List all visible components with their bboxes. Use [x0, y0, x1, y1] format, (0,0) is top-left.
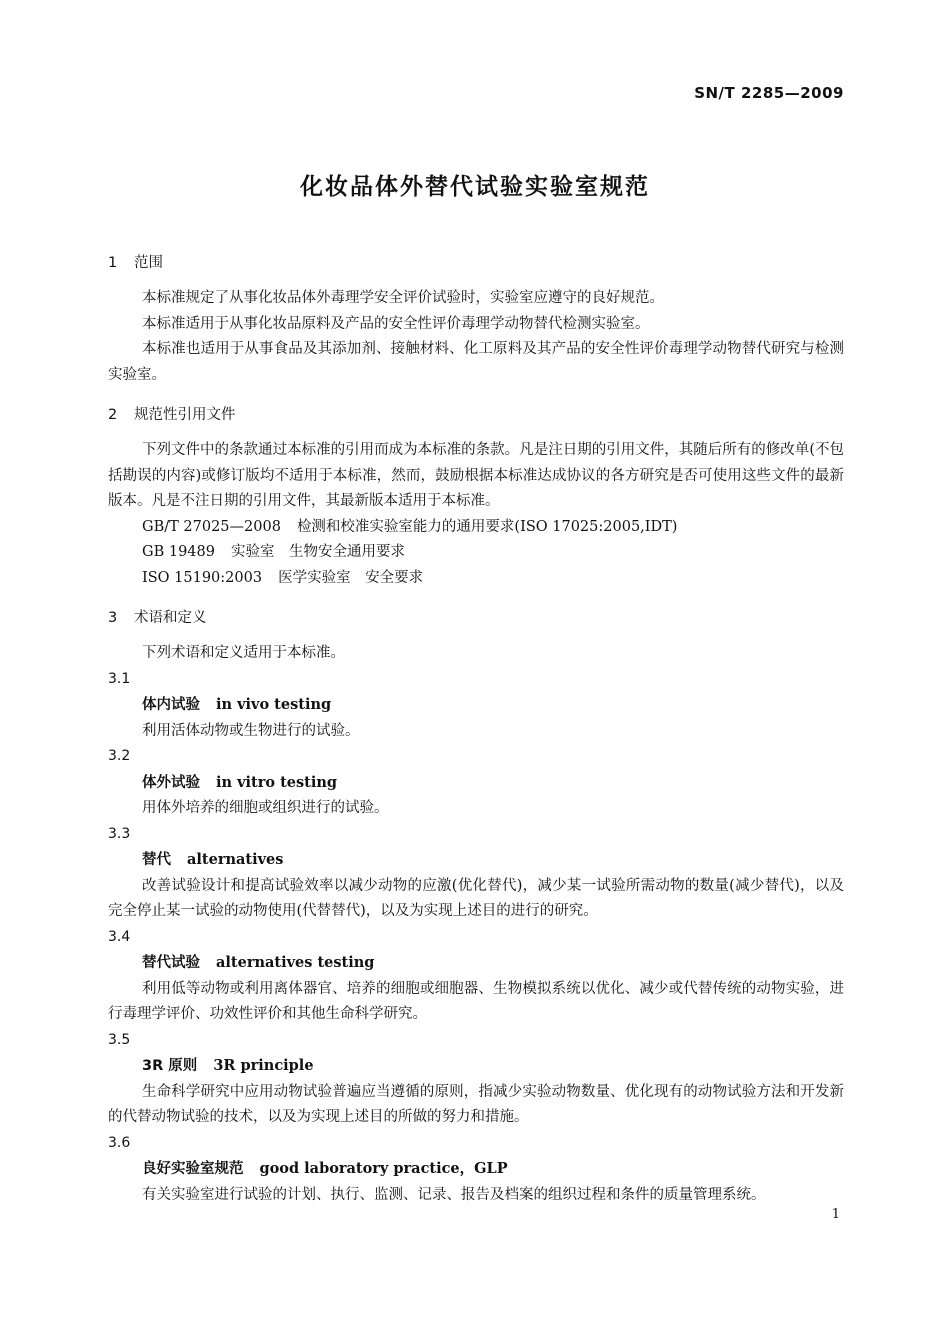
section-heading	[108, 250, 844, 276]
section-title: 规范性引用文件	[134, 407, 236, 423]
term-name-en: good laboratory practice，GLP	[259, 1160, 508, 1177]
standard-code: SN/T 2285—2009	[694, 84, 844, 102]
reference-item	[108, 515, 844, 541]
reference-title: 医学实验室 安全要求	[278, 569, 424, 586]
paragraph: 本标准适用于从事化妆品原料及产品的安全性评价毒理学动物替代检测实验室。	[142, 315, 650, 332]
section-number: 1	[108, 255, 118, 271]
reference-title: 检测和校准实验室能力的通用要求(ISO 17025:2005,IDT)	[296, 518, 678, 535]
term-name-en: alternatives testing	[216, 954, 375, 971]
paragraph: 下列文件中的条款通过本标准的引用而成为本标准的条款。凡是注日期的引用文件，其随后所有的修改单(不包括勘误的内容)或修订版均不适用于本标准，然而，鼓励根据本标准达成协议的各方研究是否可使用这些文件的最新版本。凡是不注日期的引用文件，其最新版本适用于本标准。	[108, 442, 844, 509]
term-name-zh: 替代	[142, 852, 171, 868]
term-name-zh: 体内试验	[142, 697, 200, 713]
term-number: 3.3	[108, 825, 131, 842]
section-number: 3	[108, 610, 118, 626]
term-name-zh: 良好实验室规范	[142, 1161, 244, 1177]
term-name-en: 3R principle	[213, 1057, 314, 1074]
term-name	[108, 692, 844, 719]
term-number: 3.6	[108, 1134, 131, 1151]
page-number: 1	[831, 1207, 840, 1222]
term-name	[108, 770, 844, 797]
term-name-zh: 体外试验	[142, 774, 200, 791]
reference-code: GB 19489	[142, 544, 215, 560]
paragraph: 本标准规定了从事化妆品体外毒理学安全评价试验时，实验室应遵守的良好规范。	[142, 290, 664, 306]
term-name	[108, 950, 844, 977]
reference-title: 实验室 生物安全通用要求	[230, 544, 405, 560]
term-definition: 用体外培养的细胞或组织进行的试验。	[142, 800, 389, 816]
term-definition: 利用活体动物或生物进行的试验。	[142, 722, 360, 739]
reference-code: GB/T 27025—2008	[142, 518, 281, 535]
reference-code: ISO 15190:2003	[142, 569, 263, 586]
term-name-en: in vitro testing	[216, 773, 338, 791]
term-name	[108, 847, 844, 874]
term-name	[108, 1053, 844, 1080]
term-name	[108, 1156, 844, 1183]
document-body	[108, 250, 844, 1208]
reference-item	[108, 540, 844, 566]
term-definition: 改善试验设计和提高试验效率以减少动物的应激(优化替代)，减少某一试验所需动物的数量(减少替代)，以及完全停止某一试验的动物使用(代替替代)，以及为实现上述目的进行的研究。	[108, 877, 844, 919]
section-number: 2	[108, 407, 118, 423]
section-heading	[108, 605, 844, 631]
term-number: 3.1	[108, 670, 131, 687]
term-number: 3.2	[108, 748, 131, 764]
term-name-en: alternatives	[187, 851, 284, 868]
term-definition: 有关实验室进行试验的计划、执行、监测、记录、报告及档案的组织过程和条件的质量管理系统。	[142, 1186, 766, 1203]
term-name-en: in vivo testing	[216, 696, 332, 713]
term-definition: 生命科学研究中应用动物试验普遍应当遵循的原则，指减少实验动物数量、优化现有的动物试验方法和开发新的代替动物试验的技术，以及为实现上述目的所做的努力和措施。	[108, 1083, 844, 1125]
term-name-zh: 3R 原则	[142, 1058, 198, 1074]
document-title: 化妆品体外替代试验实验室规范	[300, 174, 650, 200]
section-title: 范围	[134, 255, 163, 271]
paragraph: 下列术语和定义适用于本标准。	[142, 645, 345, 661]
reference-item	[108, 566, 844, 592]
term-number: 3.4	[108, 928, 131, 945]
paragraph: 本标准也适用于从事食品及其添加剂、接触材料、化工原料及其产品的安全性评价毒理学动物替代研究与检测实验室。	[108, 341, 844, 383]
term-name-zh: 替代试验	[142, 955, 200, 971]
term-number: 3.5	[108, 1031, 131, 1048]
term-definition: 利用低等动物或利用离体器官、培养的细胞或细胞器、生物模拟系统以优化、减少或代替传统的动物实验，进行毒理学评价、功效性评价和其他生命科学研究。	[108, 980, 844, 1022]
section-title: 术语和定义	[134, 610, 207, 626]
section-heading	[108, 402, 844, 428]
